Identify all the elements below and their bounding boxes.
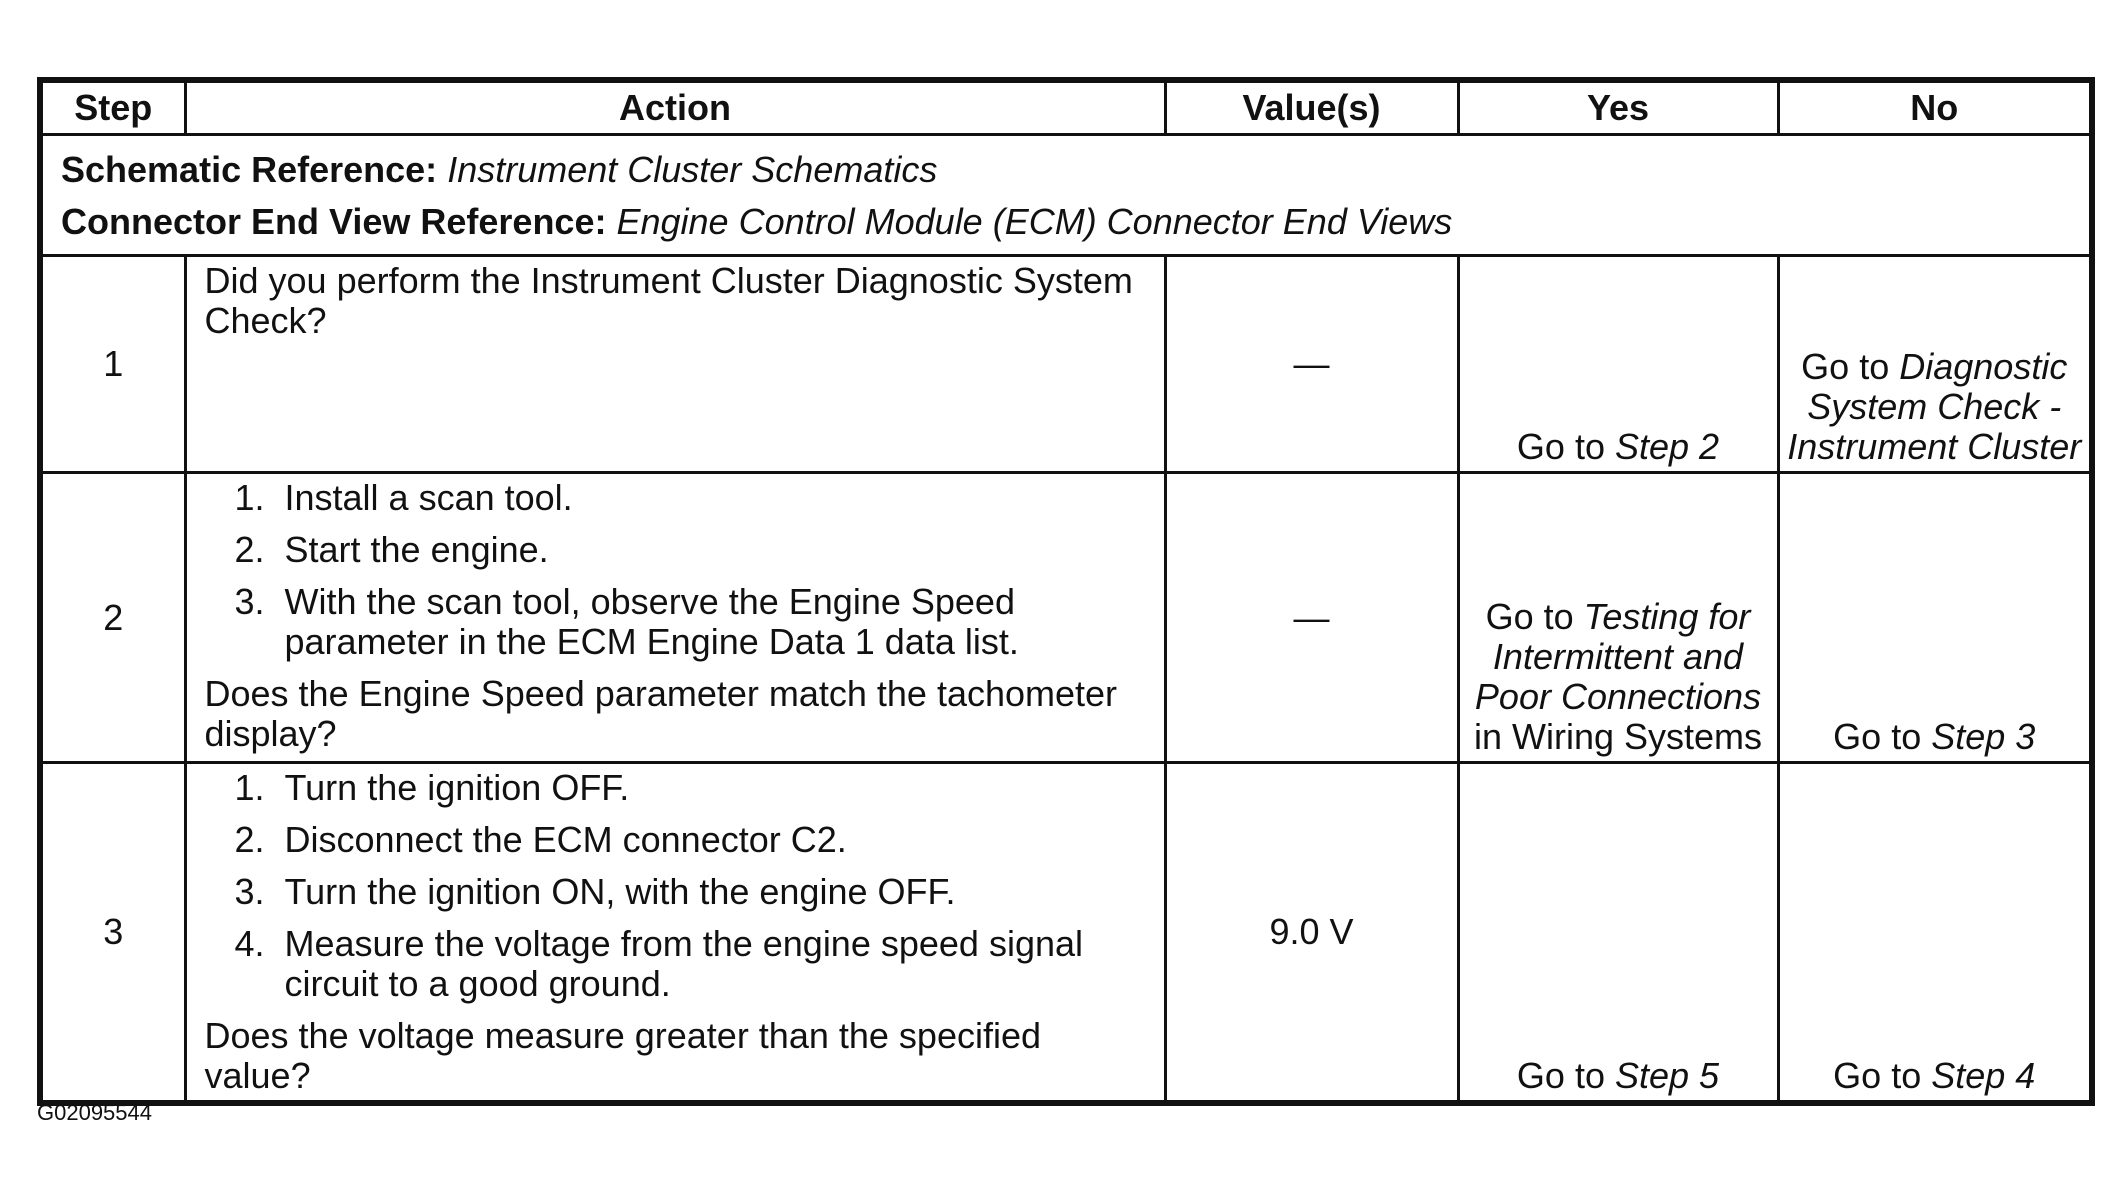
step-row-1 [40,256,2092,473]
action-question: Does the voltage measure greater than the specified value? [204,1015,1042,1096]
yes-suffix: in Wiring Systems [1473,716,1763,757]
substep: 2. Disconnect the ECM connector C2. [234,819,847,860]
figure-code: G02095544 [37,1100,152,1125]
yes-prefix: Go to [1516,1055,1615,1096]
no-prefix: Go to [1801,346,1900,387]
substep: 3. Turn the ignition ON, with the engine OFF. [234,871,956,912]
no-link[interactable]: Step 3 [1931,716,2036,757]
diagnostic-table [37,77,2095,1106]
substep: 2. Start the engine. [234,529,549,570]
value-cell: — [1165,473,1458,763]
value-cell: — [1165,256,1458,473]
step-number: 3 [40,763,185,1104]
substep-list [205,478,1146,662]
step-row-3 [40,763,2092,1104]
no-cell [1778,763,2092,1104]
header-values: Value(s) [1165,80,1458,135]
yes-prefix: Go to [1516,426,1615,467]
header-row [40,80,2092,135]
yes-cell [1458,763,1778,1104]
no-link[interactable]: Step 4 [1931,1055,2036,1096]
action-cell [185,256,1165,473]
header-no: No [1778,80,2092,135]
connector-reference-link[interactable]: Engine Control Module (ECM) Connector End Views [616,201,1453,242]
action-question: Does the Engine Speed parameter match the tachometer display? [204,673,1118,754]
step-number: 1 [40,256,185,473]
reference-cell [40,135,2092,256]
schematic-reference [61,144,2071,196]
yes-link[interactable]: Testing for Intermittent and Poor Connections [1474,596,1762,717]
yes-link[interactable]: Step 5 [1614,1055,1720,1096]
header-step: Step [40,80,185,135]
yes-cell [1458,473,1778,763]
no-prefix: Go to [1833,716,1932,757]
no-cell [1778,256,2092,473]
schematic-reference-link[interactable]: Instrument Cluster Schematics [447,149,938,190]
action-cell [185,763,1165,1104]
action-cell [185,473,1165,763]
no-cell [1778,473,2092,763]
connector-reference [61,196,2071,248]
value-cell: 9.0 V [1165,763,1458,1104]
substep: 1. Install a scan tool. [234,477,573,518]
no-prefix: Go to [1833,1055,1932,1096]
substep: 1. Turn the ignition OFF. [234,767,630,808]
yes-cell [1458,256,1778,473]
header-yes: Yes [1458,80,1778,135]
substep: 4. Measure the voltage from the engine speed signal circuit to a good ground. [234,923,1084,1004]
step-row-2 [40,473,2092,763]
connector-reference-label: Connector End View Reference: [61,201,607,242]
no-link[interactable]: Diagnostic System Check - Instrument Cluster [1787,346,2082,467]
substep-list [205,768,1146,1004]
yes-prefix: Go to [1485,596,1584,637]
substep: 3. With the scan tool, observe the Engine Speed parameter in the ECM Engine Data 1 data list. [234,581,1019,662]
header-action: Action [185,80,1165,135]
action-question: Did you perform the Instrument Cluster Diagnostic System Check? [204,260,1133,341]
schematic-reference-label: Schematic Reference: [61,149,438,190]
yes-link[interactable]: Step 2 [1614,426,1720,467]
step-number: 2 [40,473,185,763]
reference-row [40,135,2092,256]
